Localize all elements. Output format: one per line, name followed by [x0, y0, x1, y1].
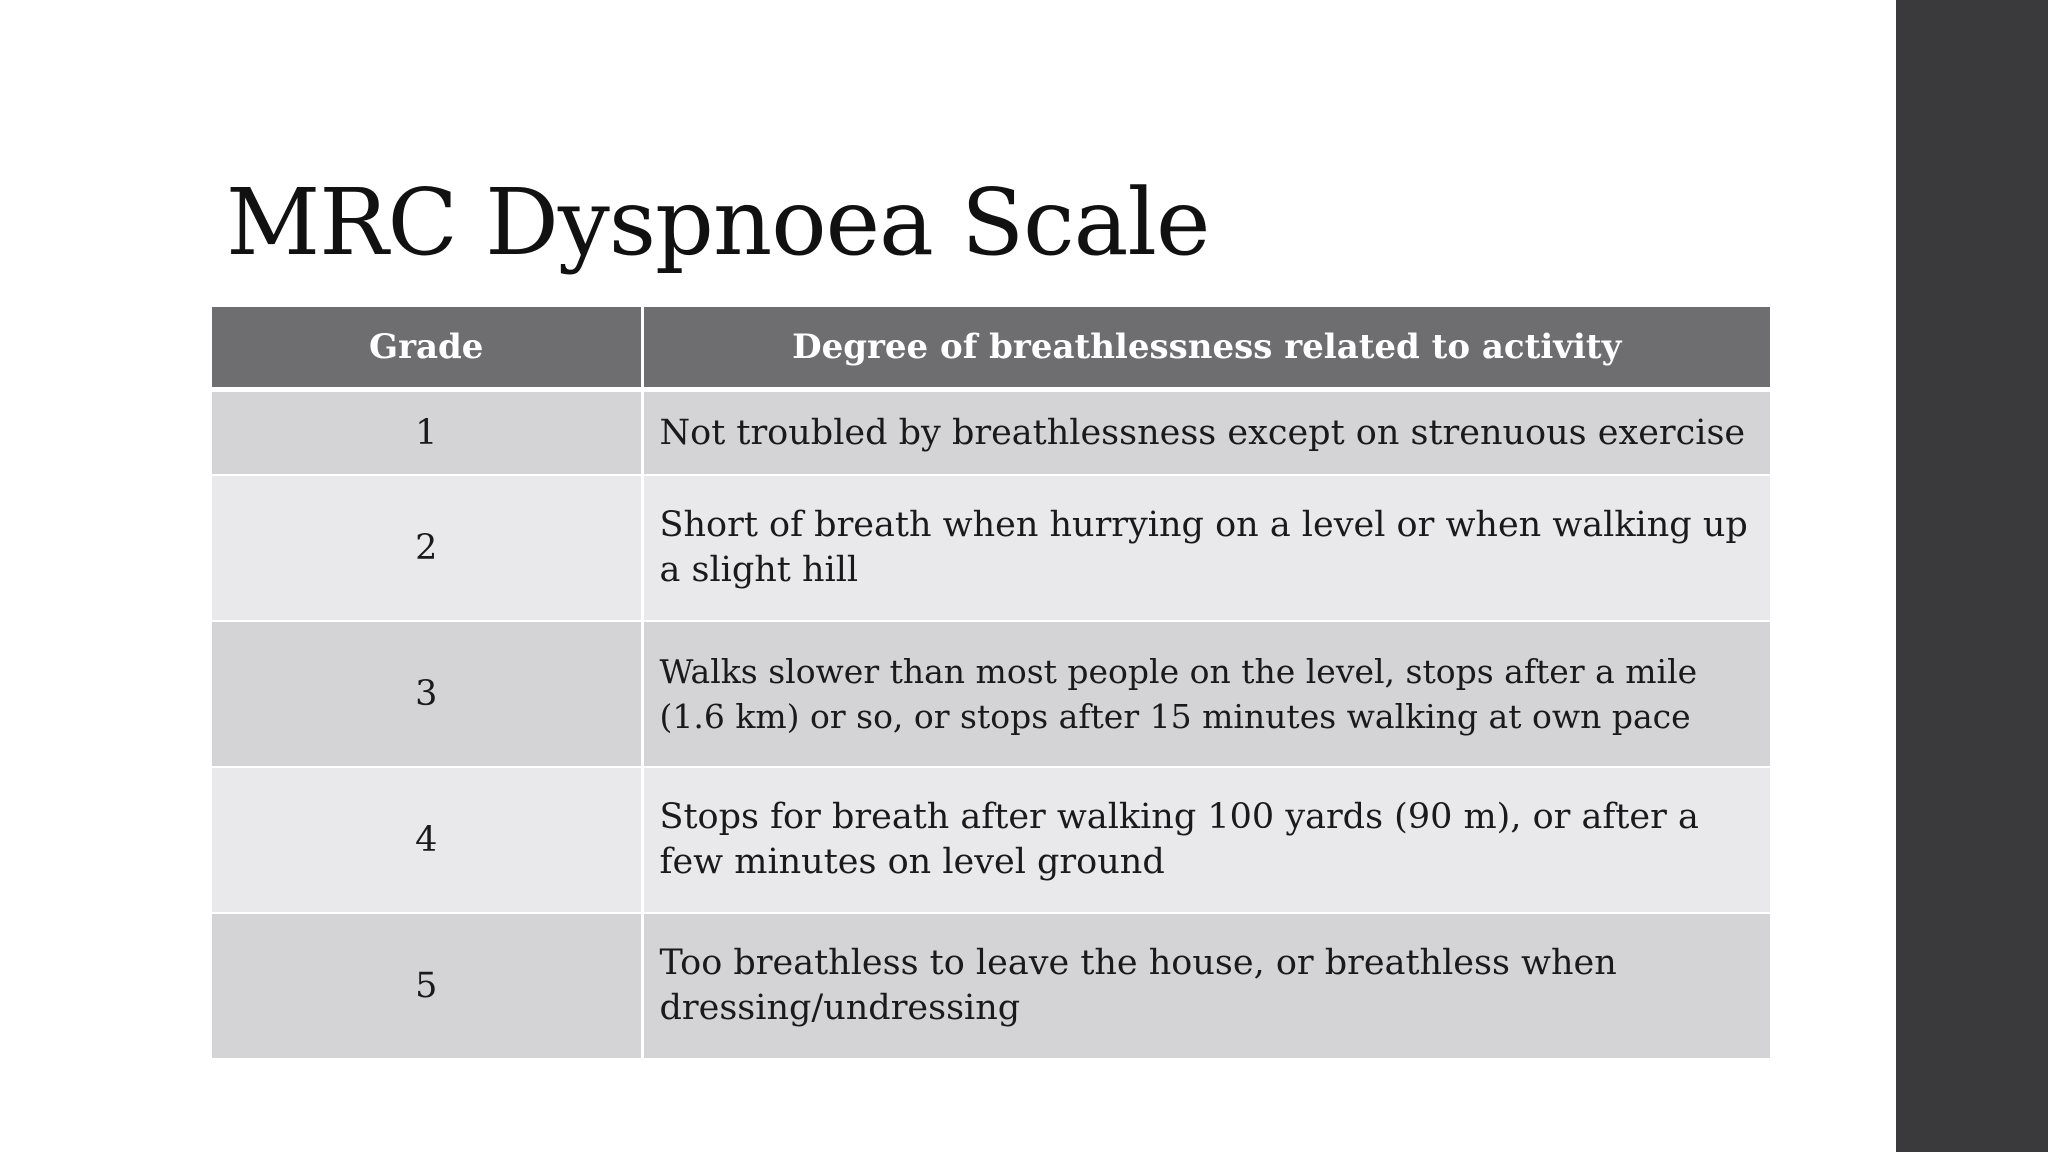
- table-row: [212, 475, 1770, 621]
- table-row: [212, 767, 1770, 913]
- table-header-row: [212, 307, 1770, 390]
- grade-cell: 3: [212, 621, 642, 767]
- grade-cell: 4: [212, 767, 642, 913]
- grade-cell: 1: [212, 390, 642, 476]
- description-cell: Not troubled by breathlessness except on strenuous exercise: [642, 390, 1770, 476]
- side-accent-bar: [1896, 0, 2048, 1152]
- description-cell: Too breathless to leave the house, or breathless when dressing/undressing: [642, 913, 1770, 1058]
- description-cell: Walks slower than most people on the level, stops after a mile (1.6 km) or so, or stops after 15 minutes walking at own pace: [642, 621, 1770, 767]
- slide-title: MRC Dyspnoea Scale: [226, 169, 1210, 276]
- description-cell: Stops for breath after walking 100 yards (90 m), or after a few minutes on level ground: [642, 767, 1770, 913]
- table-row: [212, 913, 1770, 1058]
- header-grade: Grade: [212, 307, 642, 390]
- table-row: [212, 390, 1770, 476]
- table-row: [212, 621, 1770, 767]
- grade-cell: 5: [212, 913, 642, 1058]
- mrc-dyspnoea-table: [212, 307, 1770, 1058]
- header-description: Degree of breathlessness related to activity: [642, 307, 1770, 390]
- description-cell: Short of breath when hurrying on a level or when walking up a slight hill: [642, 475, 1770, 621]
- grade-cell: 2: [212, 475, 642, 621]
